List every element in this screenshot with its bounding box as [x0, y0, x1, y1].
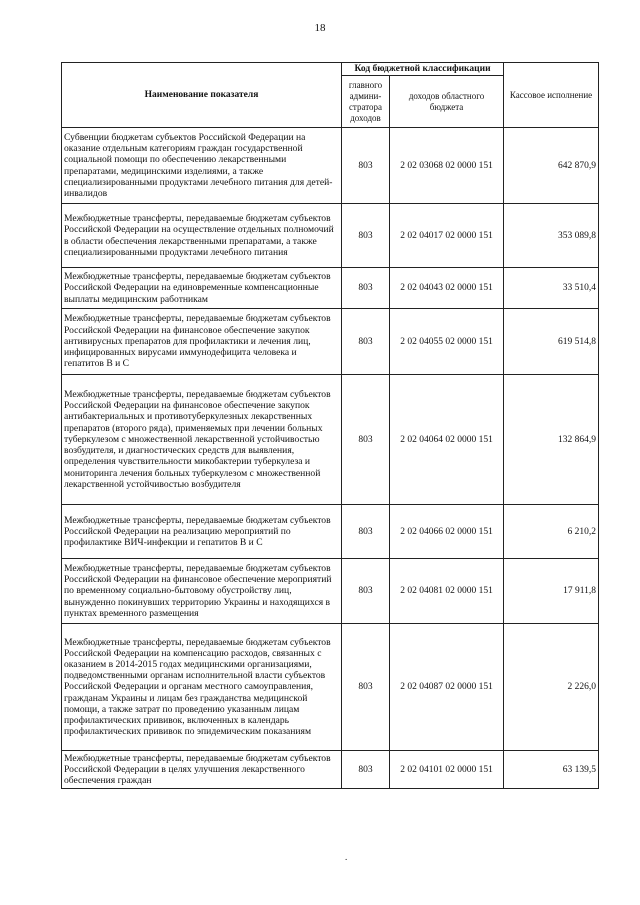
- header-income-code: доходов областного бюджета: [390, 76, 504, 128]
- table-row: [62, 624, 599, 751]
- table-row: [62, 309, 599, 375]
- row-income-code: 2 02 04066 02 0000 151: [390, 505, 504, 559]
- row-admin-code: 803: [342, 505, 390, 559]
- row-admin-code: 803: [342, 128, 390, 204]
- row-name: Межбюджетные трансферты, передаваемые бюджетам субъектов Российской Федерации на компенсацию расходов, связанных с оказанием в 2014-2015 годах медицинскими организациями, подведомственными органам исполнительной власти субъектов Российской Федерации и органам местного самоуправления, гражданам Украины и лицам без гражданства медицинской помощи, а также затрат по проведению указанным лицам профилактических прививок, включенных в календарь профилактических прививок по эпидемическим показаниям: [62, 624, 342, 751]
- row-income-code: 2 02 04055 02 0000 151: [390, 309, 504, 375]
- row-income-code: 2 02 03068 02 0000 151: [390, 128, 504, 204]
- footer-mark: .: [345, 852, 348, 862]
- row-name: Межбюджетные трансферты, передаваемые бюджетам субъектов Российской Федерации в целях улучшения лекарственного обеспечения граждан: [62, 751, 342, 789]
- row-name: Межбюджетные трансферты, передаваемые бюджетам субъектов Российской Федерации на финансовое обеспечение закупок антивирусных препаратов для профилактики и лечения лиц, инфицированных вирусами иммунодефицита человека и гепатитов B и C: [62, 309, 342, 375]
- table-row: [62, 375, 599, 505]
- budget-table: [61, 62, 599, 789]
- table-row: [62, 128, 599, 204]
- row-execution: 619 514,8: [504, 309, 599, 375]
- row-execution: 63 139,5: [504, 751, 599, 789]
- row-execution: 353 089,8: [504, 204, 599, 268]
- row-income-code: 2 02 04043 02 0000 151: [390, 268, 504, 309]
- header-admin-code: главного админи-стратора доходов: [342, 76, 390, 128]
- row-admin-code: 803: [342, 309, 390, 375]
- row-execution: 132 864,9: [504, 375, 599, 505]
- row-income-code: 2 02 04017 02 0000 151: [390, 204, 504, 268]
- header-name: Наименование показателя: [62, 63, 342, 128]
- row-income-code: 2 02 04087 02 0000 151: [390, 624, 504, 751]
- row-admin-code: 803: [342, 204, 390, 268]
- row-admin-code: 803: [342, 268, 390, 309]
- page-number: 18: [314, 22, 326, 34]
- row-execution: 17 911,8: [504, 559, 599, 624]
- table-row: [62, 559, 599, 624]
- row-execution: 2 226,0: [504, 624, 599, 751]
- row-admin-code: 803: [342, 375, 390, 505]
- table-row: [62, 204, 599, 268]
- row-name: Межбюджетные трансферты, передаваемые бюджетам субъектов Российской Федерации на реализацию мероприятий по профилактике ВИЧ-инфекции и гепатитов B и C: [62, 505, 342, 559]
- row-admin-code: 803: [342, 751, 390, 789]
- row-execution: 33 510,4: [504, 268, 599, 309]
- row-admin-code: 803: [342, 624, 390, 751]
- row-name: Межбюджетные трансферты, передаваемые бюджетам субъектов Российской Федерации на финансовое обеспечение мероприятий по временному социально-бытовому обустройству лиц, вынужденно покинувших территорию Украины и находящихся в пунктах временного размещения: [62, 559, 342, 624]
- row-income-code: 2 02 04081 02 0000 151: [390, 559, 504, 624]
- row-execution: 6 210,2: [504, 505, 599, 559]
- row-execution: 642 870,9: [504, 128, 599, 204]
- table-row: [62, 268, 599, 309]
- row-name: Межбюджетные трансферты, передаваемые бюджетам субъектов Российской Федерации на осуществление отдельных полномочий в области обеспечения лекарственными препаратами, а также специализированными продуктами лечебного питания: [62, 204, 342, 268]
- row-name: Субвенции бюджетам субъектов Российской Федерации на оказание отдельным категориям граждан государственной социальной помощи по обеспечению лекарственными препаратами, медицинскими изделиями, а также специализированными продуктами лечебного питания для детей-инвалидов: [62, 128, 342, 204]
- header-execution: Кассовое исполнение: [504, 63, 599, 128]
- row-income-code: 2 02 04064 02 0000 151: [390, 375, 504, 505]
- row-name: Межбюджетные трансферты, передаваемые бюджетам субъектов Российской Федерации на единовременные компенсационные выплаты медицинским работникам: [62, 268, 342, 309]
- header-classification-group: Код бюджетной классификации: [342, 63, 504, 76]
- table-row: [62, 505, 599, 559]
- row-name: Межбюджетные трансферты, передаваемые бюджетам субъектов Российской Федерации на финансовое обеспечение закупок антибактериальных и противотуберкулезных лекарственных препаратов (второго ряда), применяемых при лечении больных туберкулезом с множественной лекарственной устойчивостью возбудителя, и диагностических средств для выявления, определения чувствительности микобактерии туберкулеза и мониторинга лечения больных туберкулезом с множественной лекарственной устойчивостью возбудителя: [62, 375, 342, 505]
- row-income-code: 2 02 04101 02 0000 151: [390, 751, 504, 789]
- table-row: [62, 751, 599, 789]
- row-admin-code: 803: [342, 559, 390, 624]
